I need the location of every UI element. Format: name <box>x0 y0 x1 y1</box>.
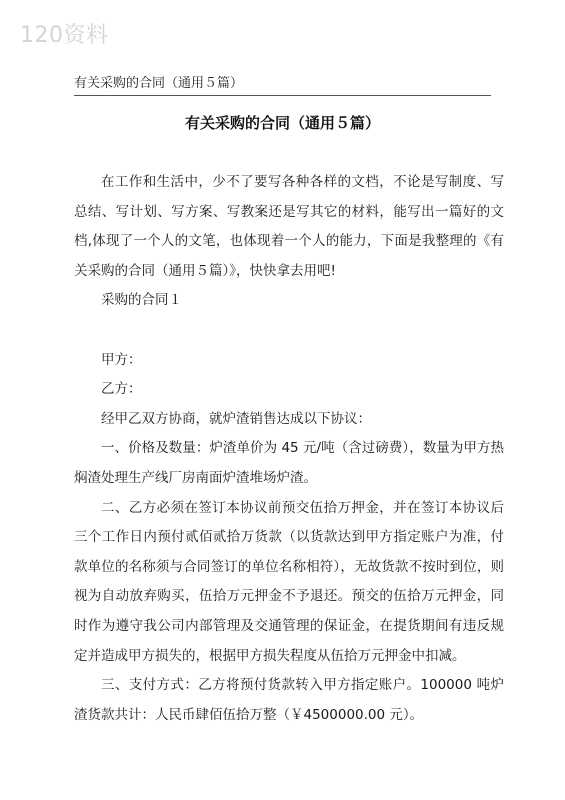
agreement-intro: 经甲乙双方协商，就炉渣销售达成以下协议： <box>101 410 371 427</box>
watermark-logo: 120资料 <box>20 23 109 48</box>
clause-deposit: 二、乙方必须在签订本协议前预交伍拾万押金，并在签订本协议后三个工作日内预付贰佰贰拾万货款（以货款达到甲方指定账户为准，付款单位的名称须与合同签订的单位名称相符），无故货款不按时到位，则视为自动放弃购买，伍拾万元押金不予退还。预交的伍拾万元押金，同时作为遵守我公司内部管理及交通管理的保证金，在提货期间有违反规定并造成甲方损失的，根据甲方损失程度从伍拾万元押金中扣减。 <box>74 499 504 664</box>
party-b-line: 乙方： <box>101 381 142 398</box>
running-header: 有关采购的合同（通用５篇） <box>74 72 491 96</box>
document-title: 有关采购的合同（通用５篇） <box>184 114 380 132</box>
party-a-line: 甲方： <box>101 351 142 368</box>
section-heading: 采购的合同１ <box>101 292 182 309</box>
clause-payment: 三、支付方式：乙方将预付货款转入甲方指定账户。100000 吨炉渣货款共计：人民币肆佰伍拾万整（￥4500000.00 元）。 <box>74 677 504 723</box>
clause-price-quantity: 一、价格及数量：炉渣单价为 45 元/吨（含过磅费），数量为甲方热焖渣处理生产线厂房南面炉渣堆场炉渣。 <box>74 440 504 486</box>
document-body <box>74 168 504 730</box>
intro-paragraph: 在工作和生活中，少不了要写各种各样的文档，不论是写制度、写总结、写计划、写方案、写教案还是写其它的材料，能写出一篇好的文档,体现了一个人的文笔，也体现着一个人的能力，下面是我整理的《有关采购的合同（通用５篇）》，快快拿去用吧! <box>74 174 504 279</box>
